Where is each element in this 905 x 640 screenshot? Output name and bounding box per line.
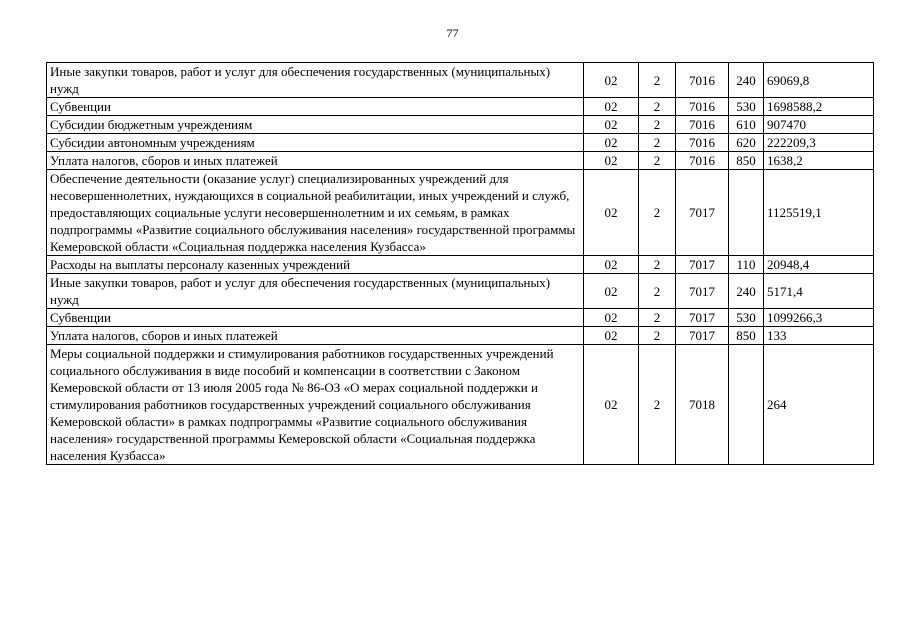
row-article: 7018 bbox=[676, 345, 729, 465]
table-row bbox=[47, 116, 874, 134]
row-type: 110 bbox=[729, 256, 764, 274]
row-article: 7017 bbox=[676, 274, 729, 309]
row-type: 620 bbox=[729, 134, 764, 152]
row-program: 2 bbox=[639, 309, 676, 327]
table-row bbox=[47, 134, 874, 152]
row-article: 7016 bbox=[676, 98, 729, 116]
budget-table bbox=[46, 62, 874, 465]
row-name: Уплата налогов, сборов и иных платежей bbox=[47, 152, 584, 170]
row-program: 2 bbox=[639, 327, 676, 345]
row-name: Иные закупки товаров, работ и услуг для обеспечения государственных (муниципальных) нужд bbox=[47, 63, 584, 98]
row-type: 530 bbox=[729, 309, 764, 327]
row-article: 7016 bbox=[676, 116, 729, 134]
row-section: 02 bbox=[584, 327, 639, 345]
row-program: 2 bbox=[639, 256, 676, 274]
row-name: Иные закупки товаров, работ и услуг для обеспечения государственных (муниципальных) нужд bbox=[47, 274, 584, 309]
row-sum: 1099266,3 bbox=[764, 309, 874, 327]
row-section: 02 bbox=[584, 345, 639, 465]
row-sum: 222209,3 bbox=[764, 134, 874, 152]
row-article: 7017 bbox=[676, 170, 729, 256]
row-type: 530 bbox=[729, 98, 764, 116]
table-row bbox=[47, 170, 874, 256]
table-row bbox=[47, 98, 874, 116]
row-sum: 5171,4 bbox=[764, 274, 874, 309]
row-section: 02 bbox=[584, 152, 639, 170]
row-section: 02 bbox=[584, 256, 639, 274]
table-row bbox=[47, 327, 874, 345]
row-program: 2 bbox=[639, 63, 676, 98]
row-type: 610 bbox=[729, 116, 764, 134]
table-row bbox=[47, 63, 874, 98]
row-type bbox=[729, 170, 764, 256]
row-article: 7016 bbox=[676, 134, 729, 152]
row-sum: 264 bbox=[764, 345, 874, 465]
row-name: Уплата налогов, сборов и иных платежей bbox=[47, 327, 584, 345]
row-program: 2 bbox=[639, 170, 676, 256]
row-sum: 907470 bbox=[764, 116, 874, 134]
row-program: 2 bbox=[639, 152, 676, 170]
row-sum: 1125519,1 bbox=[764, 170, 874, 256]
row-type: 240 bbox=[729, 63, 764, 98]
row-section: 02 bbox=[584, 134, 639, 152]
row-type: 850 bbox=[729, 327, 764, 345]
row-article: 7017 bbox=[676, 309, 729, 327]
row-sum: 69069,8 bbox=[764, 63, 874, 98]
row-section: 02 bbox=[584, 98, 639, 116]
table-row bbox=[47, 345, 874, 465]
row-name: Субсидии бюджетным учреждениям bbox=[47, 116, 584, 134]
row-type: 240 bbox=[729, 274, 764, 309]
row-program: 2 bbox=[639, 274, 676, 309]
row-name: Расходы на выплаты персоналу казенных учреждений bbox=[47, 256, 584, 274]
row-name: Обеспечение деятельности (оказание услуг) специализированных учреждений для несовершеннолетних, нуждающихся в социальной реабилитации, иных учреждений и служб, предоставляющих социальные услуги несовершеннолетним и их семьям, в рамках подпрограммы «Развитие социального обслуживания населения» государственной программы Кемеровской области «Социальная поддержка населения Кузбасса» bbox=[47, 170, 584, 256]
row-sum: 20948,4 bbox=[764, 256, 874, 274]
row-sum: 133 bbox=[764, 327, 874, 345]
row-article: 7017 bbox=[676, 256, 729, 274]
row-type bbox=[729, 345, 764, 465]
page-number: 77 bbox=[446, 26, 459, 40]
row-article: 7016 bbox=[676, 152, 729, 170]
row-section: 02 bbox=[584, 170, 639, 256]
row-name: Субвенции bbox=[47, 309, 584, 327]
row-sum: 1698588,2 bbox=[764, 98, 874, 116]
row-article: 7017 bbox=[676, 327, 729, 345]
row-section: 02 bbox=[584, 63, 639, 98]
row-sum: 1638,2 bbox=[764, 152, 874, 170]
row-section: 02 bbox=[584, 274, 639, 309]
table-row bbox=[47, 274, 874, 309]
row-program: 2 bbox=[639, 98, 676, 116]
row-name: Меры социальной поддержки и стимулирования работников государственных учреждений социального обслуживания в виде пособий и компенсации в соответствии с Законом Кемеровской области от 13 июля 2005 года № 86-ОЗ «О мерах социальной поддержки и стимулирования работников государственных учреждений социального обслуживания Кемеровской области» в рамках подпрограммы «Развитие социального обслуживания населения» государственной программы Кемеровской области «Социальная поддержка населения Кузбасса» bbox=[47, 345, 584, 465]
row-program: 2 bbox=[639, 116, 676, 134]
row-program: 2 bbox=[639, 345, 676, 465]
table-row bbox=[47, 152, 874, 170]
row-article: 7016 bbox=[676, 63, 729, 98]
row-name: Субвенции bbox=[47, 98, 584, 116]
table-row bbox=[47, 309, 874, 327]
row-type: 850 bbox=[729, 152, 764, 170]
row-program: 2 bbox=[639, 134, 676, 152]
row-section: 02 bbox=[584, 116, 639, 134]
table-row bbox=[47, 256, 874, 274]
row-section: 02 bbox=[584, 309, 639, 327]
row-name: Субсидии автономным учреждениям bbox=[47, 134, 584, 152]
